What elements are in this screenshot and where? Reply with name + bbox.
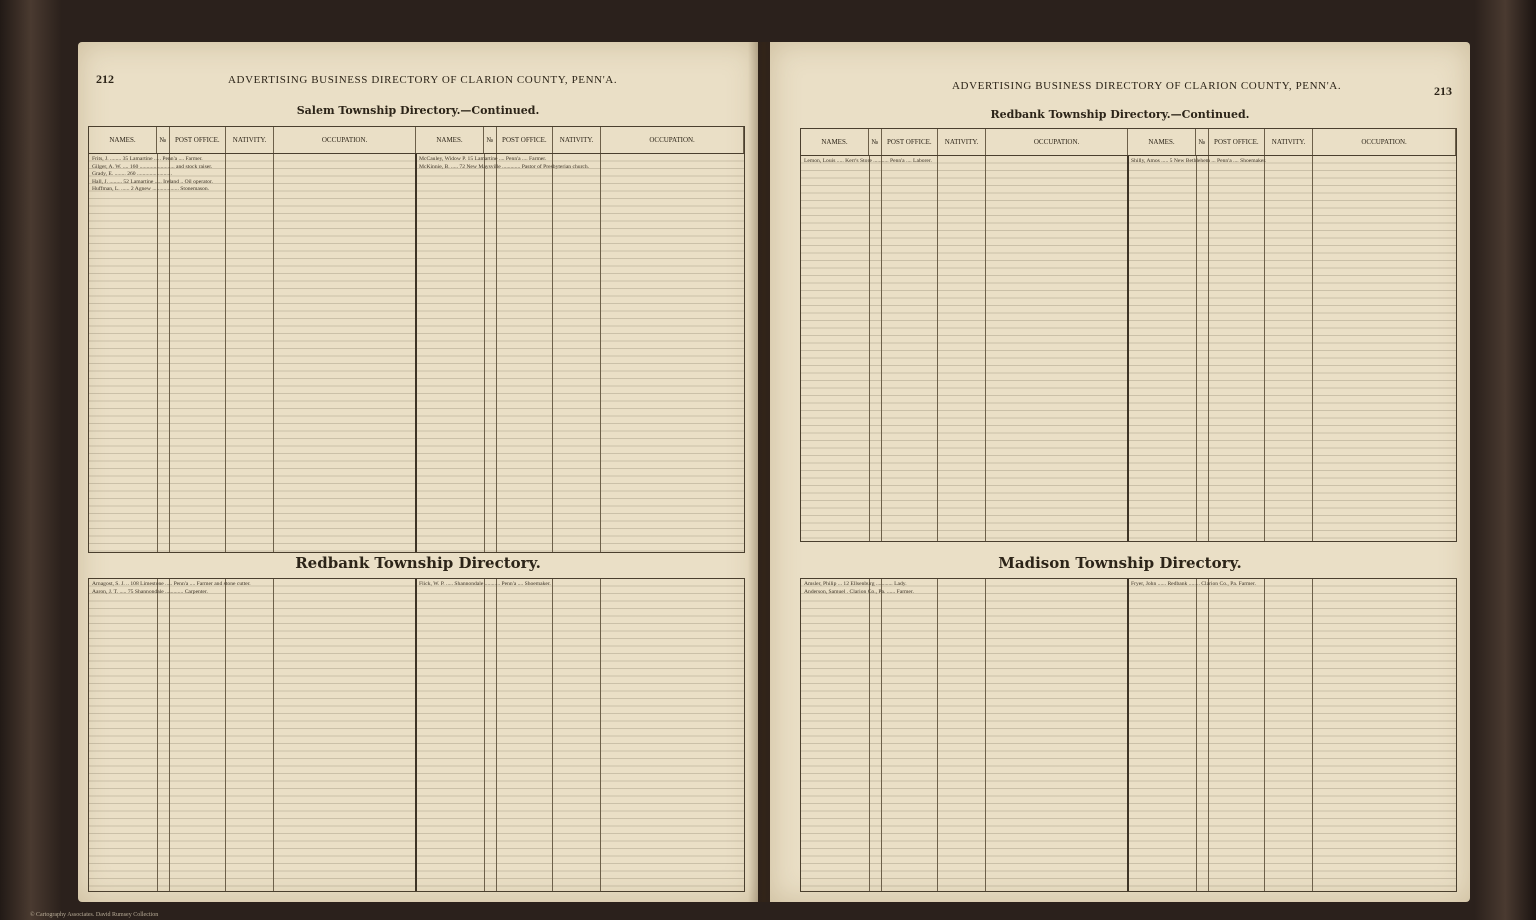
col-post-office: POST OFFICE. [170,127,226,153]
col-occupation: OCCUPATION. [274,127,416,153]
redbank-table [88,578,745,892]
table-row: Grady, E. ........ 260 ......................... [92,171,172,177]
redbank-cont-rows [801,156,1456,541]
col-nativity: NATIVITY. [226,127,274,153]
redbank-cont-table [800,128,1457,542]
section-title-redbank-cont: Redbank Township Directory.—Continued. [990,108,1250,121]
right-page [770,42,1470,902]
col-names: NAMES. [1128,129,1196,155]
table-row: Hall, J. ......... 52 Lamartine ..... Ireland .. Oil operator. [92,178,213,185]
section-title-salem: Salem Township Directory.—Continued. [296,104,540,117]
salem-colhead-right [416,127,744,154]
table-row: Amsler, Philip ... 12 Ellsenburg ............ Lady. [804,581,907,587]
col-occupation: OCCUPATION. [1313,129,1456,155]
col-occupation: OCCUPATION. [986,129,1128,155]
table-row: McCauley, Widow P. 15 Lamartine .... Penn'a .... Farmer. [419,156,547,162]
table-row: Frits, J. ........ 35 Lamartine ..... Penn'a .... Farmer. [92,156,203,162]
redbank-colhead-right [1128,129,1456,156]
col-nativity: NATIVITY. [553,127,601,153]
col-names: NAMES. [801,129,869,155]
col-names: NAMES. [416,127,484,153]
running-head-left: ADVERTISING BUSINESS DIRECTORY OF CLARION COUNTY, PENN'A. [228,74,618,86]
table-row: Lemon, Louis ..... Kerr's Store ........... Penn'a .... Laborer. [804,158,932,164]
col-occupation: OCCUPATION. [601,127,744,153]
table-row: Arnagost, S. J. .. 108 Limestone ..... Penn'a .... Farmer and stone cutter. [92,581,251,587]
col-post-office: POST OFFICE. [1209,129,1265,155]
col-acres: № [1196,129,1209,155]
col-nativity: NATIVITY. [1265,129,1313,155]
col-post-office: POST OFFICE. [882,129,938,155]
table-row: Shilly, Amos ..... 5 New Bethlehem ... Penn'a .... Shoemaker. [1131,158,1267,164]
table-row: Huffman, L. ...... 2 Agnew ................... Stonemason. [92,186,210,192]
salem-colhead-left [89,127,416,154]
salem-table [88,126,745,553]
page-number-right: 213 [1434,84,1452,98]
table-row: Gilger, A. W. .... 160 ......................... and stock raiser. [92,163,213,170]
salem-rows [89,154,744,552]
table-row: McKinnie, B. ..... 72 New Maysville ............. Pastor of Presbyterian church. [419,163,590,170]
running-head-right: ADVERTISING BUSINESS DIRECTORY OF CLARION COUNTY, PENN'A. [952,80,1342,92]
table-row: Aaron, J. T. ..... 75 Shannondale ............. Carpenter. [92,588,208,595]
col-names: NAMES. [89,127,157,153]
section-title-redbank: Redbank Township Directory. [295,554,541,572]
madison-rows [801,579,1456,891]
redbank-colhead-left [801,129,1128,156]
table-row: Anderson, Samuel . Clarion Co., Pa. ...... Farmer. [804,588,914,595]
table-row: Flick, W. P. ..... Shannondale ........... Penn'a .... Shoemaker. [419,581,551,587]
col-acres: № [484,127,497,153]
section-title-madison: Madison Township Directory. [998,554,1242,572]
col-nativity: NATIVITY. [938,129,986,155]
left-page [78,42,758,902]
page-number-left: 212 [96,72,114,86]
copyright-notice: © Cartography Associates. David Rumsey Collection [30,912,159,918]
table-row: Fryer, John ...... Redbank ........ Clarion Co., Pa. Farmer. [1131,581,1256,587]
col-acres: № [157,127,170,153]
madison-table [800,578,1457,892]
redbank-rows [89,579,744,891]
col-acres: № [869,129,882,155]
col-post-office: POST OFFICE. [497,127,553,153]
